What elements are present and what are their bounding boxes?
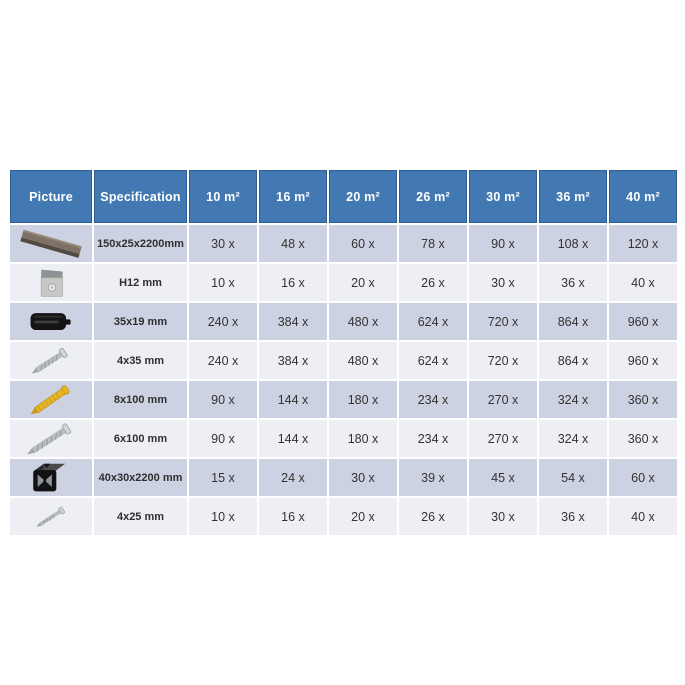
quantity-cell: 720 x [469, 303, 537, 340]
specification-cell: 4x35 mm [94, 342, 187, 379]
table-row [10, 342, 677, 379]
quantity-cell: 26 x [399, 498, 467, 535]
quantity-cell: 864 x [539, 342, 607, 379]
column-header: 20 m² [329, 170, 397, 223]
quantity-cell: 20 x [329, 264, 397, 301]
quantity-cell: 26 x [399, 264, 467, 301]
column-header: Picture [10, 170, 92, 223]
quantity-cell: 864 x [539, 303, 607, 340]
quantity-cell: 480 x [329, 342, 397, 379]
picture-cell [10, 420, 92, 457]
specification-cell: 35x19 mm [94, 303, 187, 340]
picture-cell [10, 459, 92, 496]
quantity-cell: 120 x [609, 225, 677, 262]
quantity-cell: 60 x [329, 225, 397, 262]
metal-clip-icon [16, 267, 86, 299]
column-header: 36 m² [539, 170, 607, 223]
quantity-cell: 16 x [259, 498, 327, 535]
quantity-cell: 180 x [329, 381, 397, 418]
quantity-cell: 240 x [189, 342, 257, 379]
quantity-cell: 180 x [329, 420, 397, 457]
quantity-cell: 36 x [539, 264, 607, 301]
quantity-cell: 624 x [399, 342, 467, 379]
column-header: 10 m² [189, 170, 257, 223]
specification-cell: 4x25 mm [94, 498, 187, 535]
column-header: 16 m² [259, 170, 327, 223]
table-body [10, 225, 677, 535]
quantity-cell: 384 x [259, 342, 327, 379]
quantity-cell: 30 x [469, 498, 537, 535]
quantity-cell: 20 x [329, 498, 397, 535]
quantity-cell: 90 x [189, 381, 257, 418]
quantity-cell: 234 x [399, 381, 467, 418]
quantity-cell: 234 x [399, 420, 467, 457]
picture-cell [10, 498, 92, 535]
table-row [10, 459, 677, 496]
column-header: 26 m² [399, 170, 467, 223]
quantity-cell: 270 x [469, 381, 537, 418]
quantity-cell: 15 x [189, 459, 257, 496]
picture-cell [10, 381, 92, 418]
quantity-cell: 39 x [399, 459, 467, 496]
quantity-cell: 324 x [539, 381, 607, 418]
quantity-cell: 90 x [469, 225, 537, 262]
black-clip-icon [16, 306, 86, 338]
quantity-cell: 240 x [189, 303, 257, 340]
specification-cell: 40x30x2200 mm [94, 459, 187, 496]
decking-board-icon [16, 228, 86, 260]
joist-profile-icon [16, 462, 86, 494]
quantity-cell: 30 x [189, 225, 257, 262]
quantity-cell: 144 x [259, 381, 327, 418]
table-row [10, 303, 677, 340]
quantity-cell: 270 x [469, 420, 537, 457]
quantity-cell: 54 x [539, 459, 607, 496]
quantity-cell: 480 x [329, 303, 397, 340]
quantity-cell: 48 x [259, 225, 327, 262]
screw-small-icon [16, 501, 86, 533]
screw-large-icon [16, 423, 86, 455]
header-row [10, 170, 677, 223]
quantity-cell: 144 x [259, 420, 327, 457]
table-row [10, 420, 677, 457]
wall-plug-icon [16, 384, 86, 416]
table-row [10, 498, 677, 535]
quantity-cell: 624 x [399, 303, 467, 340]
picture-cell [10, 303, 92, 340]
quantity-cell: 36 x [539, 498, 607, 535]
quantity-cell: 10 x [189, 498, 257, 535]
column-header: 30 m² [469, 170, 537, 223]
quantity-cell: 45 x [469, 459, 537, 496]
quantity-cell: 360 x [609, 420, 677, 457]
quantity-cell: 24 x [259, 459, 327, 496]
column-header: 40 m² [609, 170, 677, 223]
picture-cell [10, 342, 92, 379]
quantity-cell: 60 x [609, 459, 677, 496]
quantity-cell: 384 x [259, 303, 327, 340]
quantity-cell: 40 x [609, 264, 677, 301]
quantity-cell: 90 x [189, 420, 257, 457]
specification-cell: 6x100 mm [94, 420, 187, 457]
quantity-cell: 720 x [469, 342, 537, 379]
quantity-cell: 30 x [329, 459, 397, 496]
screw-medium-icon [16, 345, 86, 377]
quantity-cell: 108 x [539, 225, 607, 262]
column-header: Specification [94, 170, 187, 223]
quantity-cell: 10 x [189, 264, 257, 301]
specification-cell: H12 mm [94, 264, 187, 301]
table-row [10, 225, 677, 262]
quantity-cell: 324 x [539, 420, 607, 457]
quantity-cell: 960 x [609, 342, 677, 379]
picture-cell [10, 264, 92, 301]
quantity-cell: 360 x [609, 381, 677, 418]
quantity-cell: 78 x [399, 225, 467, 262]
table-row [10, 381, 677, 418]
quantity-cell: 16 x [259, 264, 327, 301]
quantity-cell: 40 x [609, 498, 677, 535]
specification-cell: 8x100 mm [94, 381, 187, 418]
table-row [10, 264, 677, 301]
picture-cell [10, 225, 92, 262]
specification-table [8, 168, 679, 537]
quantity-cell: 30 x [469, 264, 537, 301]
quantity-cell: 960 x [609, 303, 677, 340]
specification-cell: 150x25x2200mm [94, 225, 187, 262]
